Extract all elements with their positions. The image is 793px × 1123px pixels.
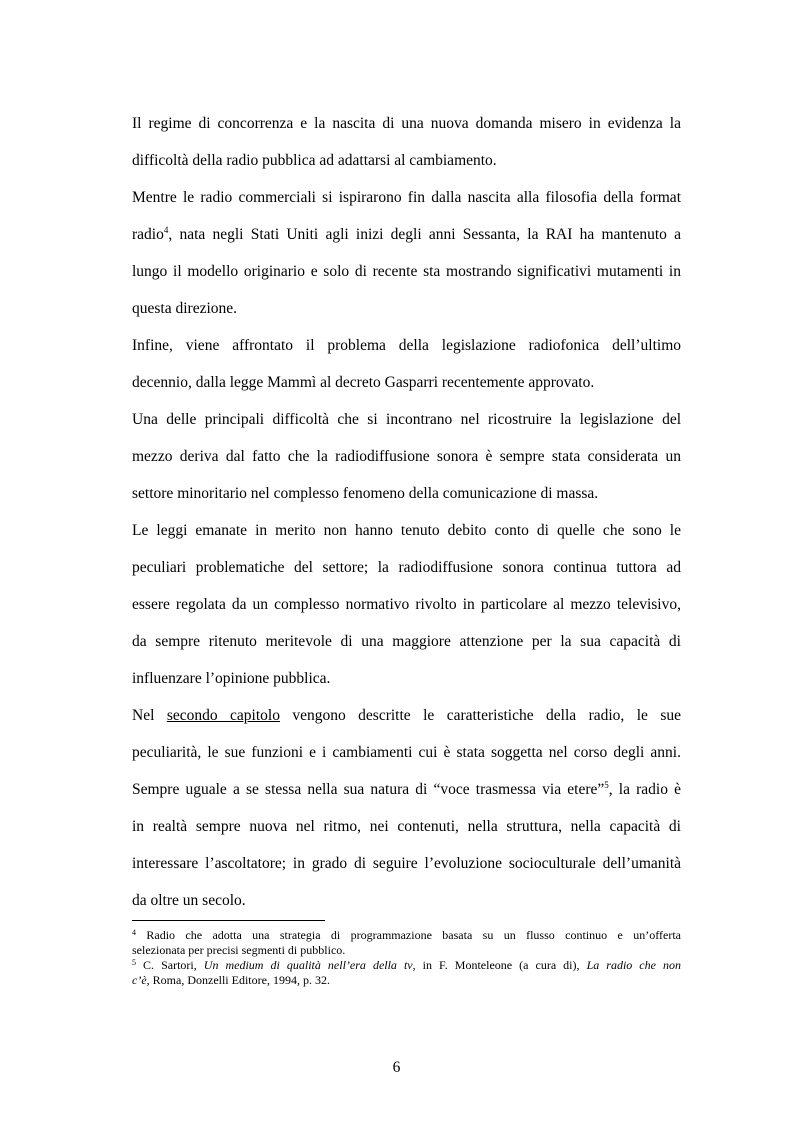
footnote-text: , in F. Monteleone (a cura di), — [412, 958, 587, 972]
body-line: influenzare l’opinione pubblica. — [132, 670, 331, 687]
body-line — [132, 225, 681, 245]
footnote-5 — [132, 959, 681, 972]
footnote-text: Radio che adotta una strategia di programmazione basata su un flusso continuo e un’offerta — [136, 928, 681, 942]
body-text: vengono descritte le caratteristiche della radio, le sue — [292, 707, 681, 724]
body-line: Le leggi emanate in merito non hanno tenuto debito conto di quelle che sono le — [132, 522, 681, 539]
body-line: essere regolata da un complesso normativo rivolto in particolare al mezzo televisivo, — [132, 596, 681, 613]
chapter-reference: secondo capitolo — [166, 707, 280, 724]
body-line — [132, 706, 681, 726]
footnote-text: C. Sartori, — [136, 958, 204, 972]
footnote-ref-5: 5 — [604, 780, 609, 790]
body-line: interessare l’ascoltatore; in grado di seguire l’evoluzione socioculturale dell’umanità — [132, 855, 681, 872]
body-line: Una delle principali difficoltà che si incontrano nel ricostruire la legislazione del — [132, 411, 681, 428]
footnote-separator — [132, 920, 325, 921]
footnote-title: c’è — [132, 973, 147, 987]
body-line: settore minoritario nel complesso fenomeno della comunicazione di massa. — [132, 485, 599, 502]
body-text: Nel — [132, 707, 155, 724]
footnote-number: 4 — [132, 928, 136, 937]
body-text: radio — [132, 226, 164, 243]
footnote-5-cont — [132, 974, 681, 987]
body-line — [132, 780, 681, 800]
footnote-number: 5 — [132, 958, 136, 967]
body-line: mezzo deriva dal fatto che la radiodiffusione sonora è sempre stata considerata un — [132, 448, 681, 465]
page-number: 6 — [392, 1059, 401, 1076]
body-text: , nata negli Stati Uniti agli inizi degli anni Sessanta, la RAI ha mantenuto a — [168, 226, 681, 243]
footnote-title: Un medium di qualità nell’era della tv — [203, 958, 413, 972]
body-line: in realtà sempre nuova nel ritmo, nei contenuti, nella struttura, nella capacità di — [132, 818, 681, 835]
body-line: peculiarità, le sue funzioni e i cambiamenti cui è stata soggetta nel corso degli anni. — [132, 744, 681, 761]
body-text: , la radio è — [608, 781, 681, 798]
body-line: Infine, viene affrontato il problema della legislazione radiofonica dell’ultimo — [132, 337, 681, 354]
body-text: Sempre uguale a se stessa nella sua natura di “voce trasmessa via etere” — [132, 781, 605, 798]
body-line: da sempre ritenuto meritevole di una maggiore attenzione per la sua capacità di — [132, 633, 681, 650]
footnote-4 — [132, 929, 681, 942]
body-line: decennio, dalla legge Mammì al decreto Gasparri recentemente approvato. — [132, 374, 595, 391]
body-line: questa direzione. — [132, 300, 238, 317]
footnote-text: , Roma, Donzelli Editore, 1994, p. 32. — [146, 973, 330, 987]
footnote-4-cont: selezionata per precisi segmenti di pubblico. — [132, 943, 346, 957]
body-line: da oltre un secolo. — [132, 892, 246, 909]
body-line: Il regime di concorrenza e la nascita di una nuova domanda misero in evidenza la — [132, 115, 681, 132]
footnote-ref-4: 4 — [163, 225, 169, 235]
body-line: Mentre le radio commerciali si ispirarono fin dalla nascita alla filosofia della format — [132, 189, 681, 206]
body-line: peculiari problematiche del settore; la radiodiffusione sonora continua tuttora ad — [132, 559, 681, 576]
body-line: difficoltà della radio pubblica ad adattarsi al cambiamento. — [132, 152, 497, 169]
footnote-title: La radio che non — [586, 958, 681, 972]
body-line: lungo il modello originario e solo di recente sta mostrando significativi mutamenti in — [132, 263, 681, 280]
